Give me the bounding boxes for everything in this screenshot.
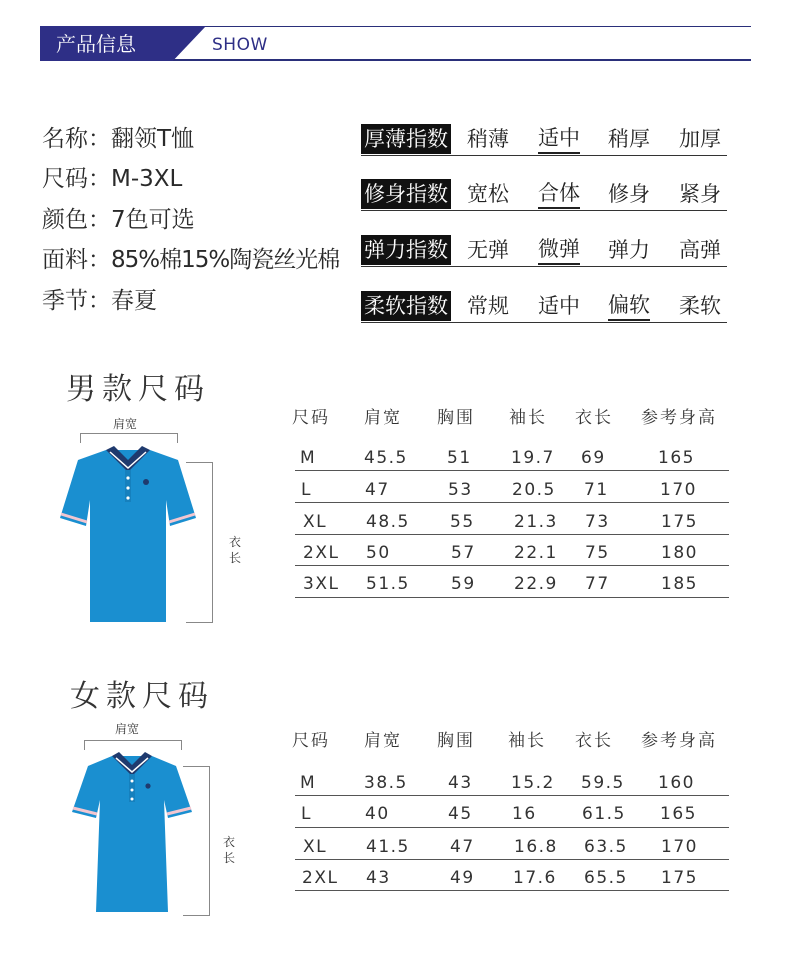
women-row-2-length: 61.5 [582,804,626,824]
women-row-4-shoulder: 43 [366,868,391,888]
women-shirt-image [66,748,198,918]
men-row-1-line [295,470,729,471]
women-row-1-length: 59.5 [581,773,625,793]
index-stretch-opt-3: 弹力 [608,238,650,262]
women-row-2-line [295,827,729,828]
info-size: 尺码：M-3XL [42,166,183,192]
men-section-title: 男款尺码 [66,372,210,407]
women-row-3-chest: 47 [450,837,475,857]
men-row-3-size: XL [303,512,328,532]
men-row-1-sleeve: 19.7 [511,448,555,468]
index-stretch-line [361,266,727,267]
men-row-1-size: M [300,448,317,468]
index-thickness-line [361,155,727,156]
men-row-4-size: 2XL [303,543,340,563]
men-row-3-length: 73 [585,512,610,532]
men-row-1-height: 165 [658,448,695,468]
men-row-4-length: 75 [585,543,610,563]
men-row-3-height: 175 [661,512,698,532]
women-row-1-sleeve: 15.2 [511,773,555,793]
women-row-4-line [295,890,729,891]
women-th-shoulder: 肩宽 [364,731,402,751]
women-row-3-line [295,859,729,860]
women-row-3-height: 170 [661,837,698,857]
women-row-4-height: 175 [661,868,698,888]
men-shoulder-line [80,433,178,434]
men-shoulder-label: 肩宽 [113,417,138,431]
women-th-size: 尺码 [292,731,330,751]
index-softness-opt-1: 常规 [467,294,509,318]
index-softness-opt-3: 偏软 [608,291,650,321]
men-row-3-line [295,534,729,535]
info-color: 颜色：7色可选 [42,207,195,233]
women-th-height: 参考身高 [641,731,717,751]
men-row-3-sleeve: 21.3 [514,512,558,532]
men-row-3-chest: 55 [450,512,475,532]
men-th-height: 参考身高 [641,408,717,428]
info-season: 季节：春夏 [42,288,157,314]
index-softness-tag: 柔软指数 [361,291,451,321]
women-row-3-shoulder: 41.5 [366,837,410,857]
women-length-label: 衣长 [222,835,235,865]
men-row-1-length: 69 [581,448,606,468]
men-row-4-line [295,565,729,566]
info-fabric: 面料：85%棉15%陶瓷丝光棉 [42,247,340,273]
men-shirt-image [58,440,198,630]
men-row-4-sleeve: 22.1 [514,543,558,563]
index-fit-opt-4: 紧身 [679,182,721,206]
women-row-1-line [295,795,729,796]
men-row-4-height: 180 [661,543,698,563]
men-row-3-shoulder: 48.5 [366,512,410,532]
index-softness-line [361,322,727,323]
men-row-4-shoulder: 50 [366,543,391,563]
index-stretch-opt-4: 高弹 [679,238,721,262]
women-row-2-size: L [301,804,312,824]
men-row-5-height: 185 [661,574,698,594]
women-row-3-sleeve: 16.8 [514,837,558,857]
men-row-2-sleeve: 20.5 [512,480,556,500]
index-thickness-opt-4: 加厚 [679,127,721,151]
men-row-2-size: L [301,480,312,500]
women-row-2-sleeve: 16 [512,804,537,824]
men-row-4-chest: 57 [451,543,476,563]
men-row-5-length: 77 [585,574,610,594]
women-row-4-size: 2XL [302,868,339,888]
men-row-2-length: 71 [584,480,609,500]
header-badge-text: 产品信息 [56,32,136,56]
women-row-4-chest: 49 [450,868,475,888]
index-thickness-opt-1: 稍薄 [467,127,509,151]
women-row-2-shoulder: 40 [365,804,390,824]
index-fit-line [361,210,727,211]
index-thickness-tag: 厚薄指数 [361,124,451,154]
men-row-2-shoulder: 47 [365,480,390,500]
header-subtitle: SHOW [212,35,268,55]
men-row-2-line [295,502,729,503]
men-row-5-sleeve: 22.9 [514,574,558,594]
women-row-1-size: M [300,773,317,793]
women-row-3-length: 63.5 [584,837,628,857]
women-shoulder-line [84,740,182,741]
men-row-1-chest: 51 [447,448,472,468]
men-th-chest: 胸围 [437,408,475,428]
women-row-3-size: XL [303,837,328,857]
women-shoulder-label: 肩宽 [115,722,140,736]
women-length-line [209,766,210,916]
women-th-length: 衣长 [575,731,613,751]
men-row-5-shoulder: 51.5 [366,574,410,594]
men-th-sleeve: 袖长 [509,408,547,428]
index-thickness-opt-3: 稍厚 [608,127,650,151]
men-row-1-shoulder: 45.5 [364,448,408,468]
women-row-4-sleeve: 17.6 [513,868,557,888]
index-stretch-tag: 弹力指数 [361,235,451,265]
women-row-1-shoulder: 38.5 [364,773,408,793]
women-row-1-height: 160 [658,773,695,793]
men-th-size: 尺码 [292,408,330,428]
info-name: 名称：翻领T恤 [42,126,195,152]
women-row-1-chest: 43 [448,773,473,793]
index-stretch-opt-1: 无弹 [467,238,509,262]
index-softness-opt-4: 柔软 [679,294,721,318]
women-row-2-height: 165 [660,804,697,824]
men-length-line [212,462,213,623]
index-fit-opt-1: 宽松 [467,182,509,206]
index-fit-tag: 修身指数 [361,179,451,209]
men-row-5-line [295,597,729,598]
men-length-label: 衣长 [228,535,241,565]
men-row-2-height: 170 [660,480,697,500]
women-th-sleeve: 袖长 [508,731,546,751]
women-th-chest: 胸围 [437,731,475,751]
men-row-5-chest: 59 [451,574,476,594]
index-thickness-opt-2: 适中 [538,124,580,154]
index-stretch-opt-2: 微弹 [538,235,580,265]
women-row-4-length: 65.5 [584,868,628,888]
women-section-title: 女款尺码 [70,679,214,714]
men-th-shoulder: 肩宽 [364,408,402,428]
men-row-2-chest: 53 [448,480,473,500]
men-th-length: 衣长 [575,408,613,428]
women-row-2-chest: 45 [448,804,473,824]
index-fit-opt-2: 合体 [538,179,580,209]
index-softness-opt-2: 适中 [538,294,580,318]
index-fit-opt-3: 修身 [608,182,650,206]
men-row-5-size: 3XL [303,574,340,594]
